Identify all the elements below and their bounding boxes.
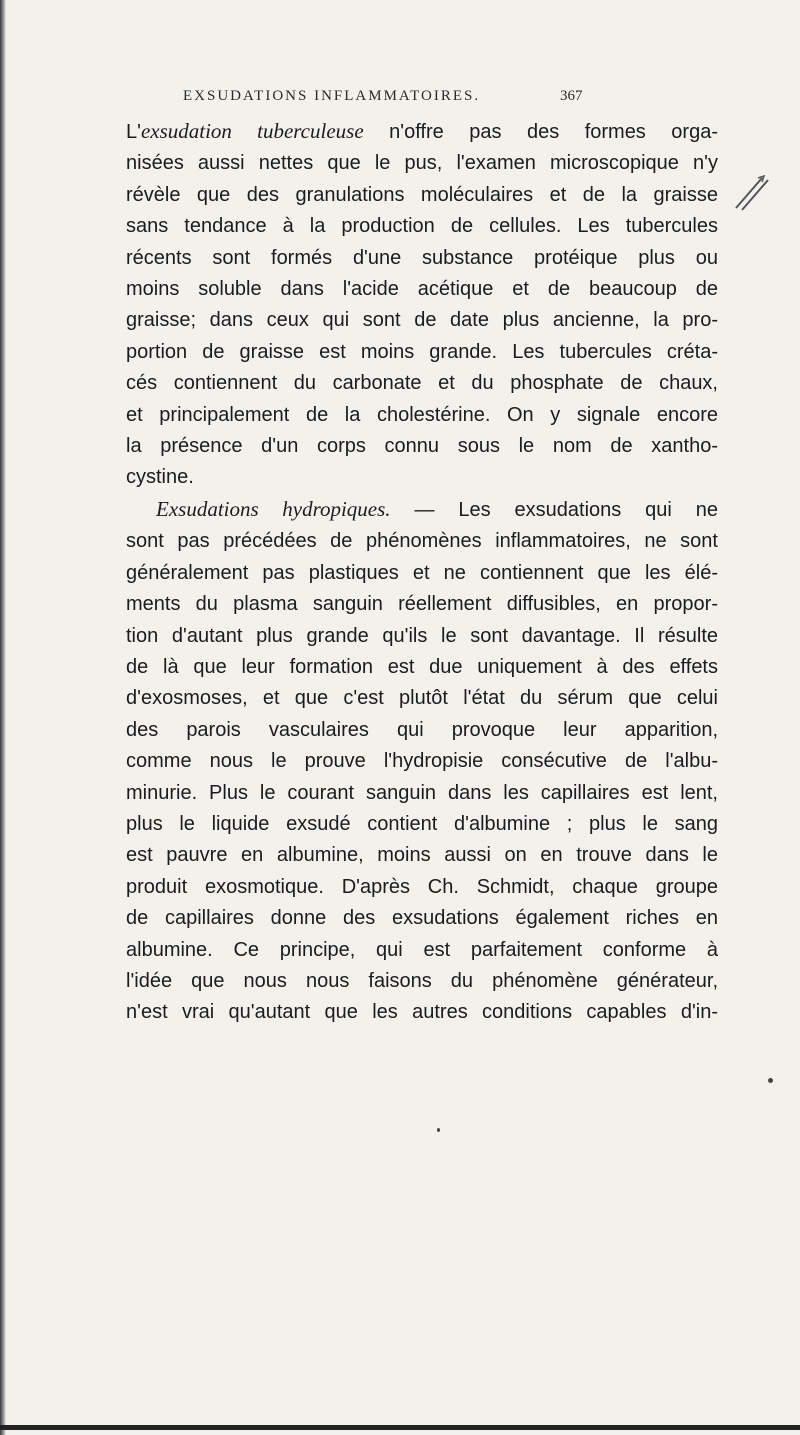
text-line: la présence d'un corps connu sous le nom de xantho- — [126, 435, 718, 458]
running-head: EXSUDATIONS INFLAMMATOIRES. — [183, 88, 481, 104]
text-line: nisées aussi nettes que le pus, l'examen microscopique n'y — [126, 152, 718, 175]
text-line: moins soluble dans l'acide acétique et de beaucoup de — [126, 278, 718, 301]
text-fragment: n'offre pas des formes orga- — [363, 121, 718, 143]
section-term: exsudation tuberculeuse — [140, 119, 364, 143]
text-line: minurie. Plus le courant sanguin dans les capillaires est lent, — [126, 781, 718, 804]
text-line: comme nous le prouve l'hydropisie consécutive de l'albu- — [126, 750, 718, 773]
text-line: graisse; dans ceux qui sont de date plus ancienne, la pro- — [126, 309, 718, 332]
text-fragment: — Les exsudations qui ne — [390, 498, 718, 521]
text-line: n'est vrai qu'autant que les autres conditions capables d'in- — [126, 1001, 718, 1024]
text-line: de là que leur formation est due uniquement à des effets — [126, 655, 718, 678]
section-term: Exsudations hydropiques. — [156, 496, 391, 521]
text-line: plus le liquide exsudé contient d'albumine ; plus le sang — [126, 812, 718, 835]
text-line — [126, 494, 718, 526]
text-line: d'exosmoses, et que c'est plutôt l'état du sérum que celui — [126, 687, 718, 710]
lead-article: L' — [126, 121, 141, 143]
text-line: produit exosmotique. D'après Ch. Schmidt, chaque groupe — [126, 875, 718, 898]
margin-dot — [768, 1078, 773, 1083]
text-line: est pauvre en albumine, moins aussi on en trouve dans le — [126, 844, 718, 867]
text-line: ments du plasma sanguin réellement diffusibles, en propor- — [126, 593, 718, 616]
pencil-mark-icon — [732, 172, 772, 212]
text-line: révèle que des granulations moléculaires et de la graisse — [126, 183, 718, 206]
text-line: l'idée que nous nous faisons du phénomène générateur, — [126, 969, 718, 992]
page-number: 367 — [560, 88, 583, 104]
text-line: généralement pas plastiques et ne contiennent que les élé- — [126, 561, 718, 584]
page-bottom-edge — [0, 1425, 800, 1430]
text-line: portion de graisse est moins grande. Les tubercules créta- — [126, 340, 718, 363]
text-line: des parois vasculaires qui provoque leur apparition, — [126, 718, 718, 741]
text-line: et principalement de la cholestérine. On y signale encore — [126, 403, 718, 426]
text-line: cés contiennent du carbonate et du phosphate de chaux, — [126, 372, 718, 395]
text-line: sans tendance à la production de cellules. Les tubercules — [126, 215, 718, 238]
text-line: tion d'autant plus grande qu'ils le sont davantage. Il résulte — [126, 624, 718, 647]
text-line: sont pas précédées de phénomènes inflammatoires, ne sont — [126, 530, 718, 553]
text-line: de capillaires donne des exsudations également riches en — [126, 907, 718, 930]
body-text — [126, 116, 718, 1029]
page-binding-edge — [0, 0, 6, 1435]
text-line: cystine. — [126, 466, 194, 489]
page-header — [0, 88, 800, 112]
margin-dot — [437, 1128, 440, 1132]
text-line: récents sont formés d'une substance protéique plus ou — [126, 246, 718, 269]
text-line: albumine. Ce principe, qui est parfaitement conforme à — [126, 938, 718, 961]
text-line — [126, 116, 718, 148]
